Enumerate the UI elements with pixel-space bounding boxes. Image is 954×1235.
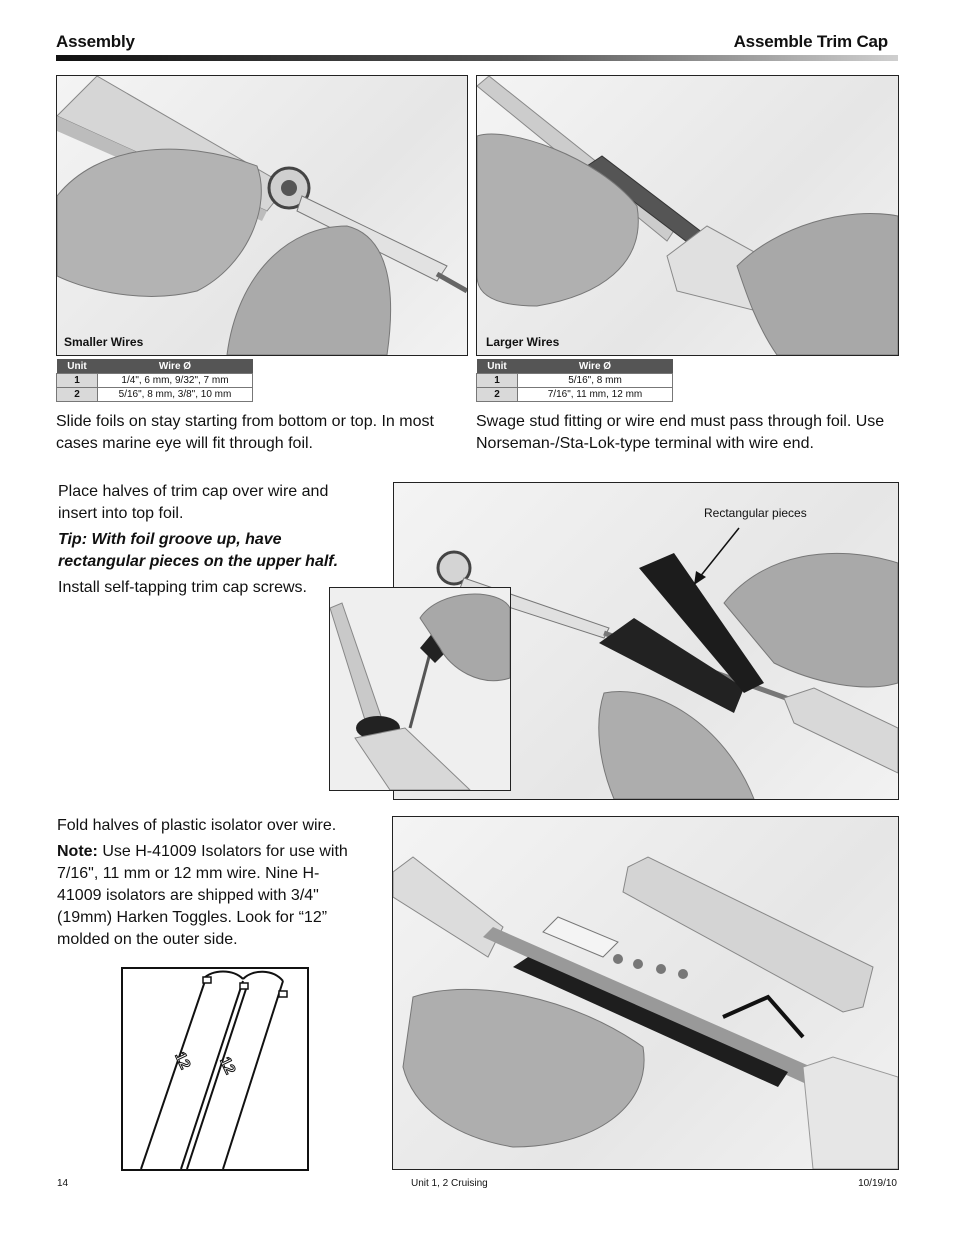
smaller-wires-caption: Smaller Wires [64,335,144,349]
unit-header: Unit [57,359,98,374]
isolator-drawing [121,967,309,1171]
table-row [477,374,673,388]
wire-header: Wire Ø [98,359,253,374]
unit-cell: 2 [57,388,98,402]
wire-cell: 7/16", 11 mm, 12 mm [518,388,673,402]
smaller-wires-table [56,359,253,402]
larger-wires-table [476,359,673,402]
table-row [57,374,253,388]
step1-text: Slide foils on stay starting from bottom or top. In most cases marine eye will fit through foil. [56,413,434,452]
wire-cell: 5/16", 8 mm, 3/8", 10 mm [98,388,253,402]
step3-instruction: Place halves of trim cap over wire and insert into top foil. [58,483,329,522]
note-text: Use H-41009 Isolators for use with 7/16", 11 mm or 12 mm wire. Nine H-41009 isolators are shipped with 3/4"(19mm) Harken Toggles. Look for “12” molded on the outer side. [57,843,348,948]
unit-cell: 1 [477,374,518,388]
rectangular-pieces-callout: Rectangular pieces [704,506,807,520]
step3-tip: Tip: With foil groove up, have rectangular pieces on the upper half. [58,531,339,570]
unit-cell: 1 [57,374,98,388]
wire-cell: 1/4", 6 mm, 9/32", 7 mm [98,374,253,388]
screw-install-inset-photo [329,587,511,791]
larger-wires-photo [476,75,899,356]
step2-text: Swage stud fitting or wire end must pass through foil. Use Norseman-/Sta-Lok-type terminal with wire end. [476,413,885,452]
footer-date: 10/19/10 [858,1178,897,1189]
smaller-wires-photo [56,75,468,356]
header-rule [56,55,898,61]
wire-cell: 5/16", 8 mm [518,374,673,388]
table-row [477,388,673,402]
note-label: Note: [57,843,98,860]
step4-instruction: Fold halves of plastic isolator over wire. [57,817,337,834]
step3-screws-text: Install self-tapping trim cap screws. [58,579,307,596]
page-title: Assemble Trim Cap [733,32,888,51]
unit-cell: 2 [477,388,518,402]
isolator-marking-b: 12 [216,1054,239,1077]
step4-note [57,841,357,951]
page-number: 14 [57,1178,69,1189]
step4-text-block [57,815,357,951]
wire-header: Wire Ø [518,359,673,374]
step3-text-block [58,481,358,599]
unit-header: Unit [477,359,518,374]
footer-product: Unit 1, 2 Cruising [411,1178,488,1189]
isolator-marking-a: 12 [171,1049,194,1072]
table-row [57,388,253,402]
larger-wires-caption: Larger Wires [486,335,560,349]
section-title: Assembly [56,32,135,51]
isolator-photo [392,816,899,1170]
